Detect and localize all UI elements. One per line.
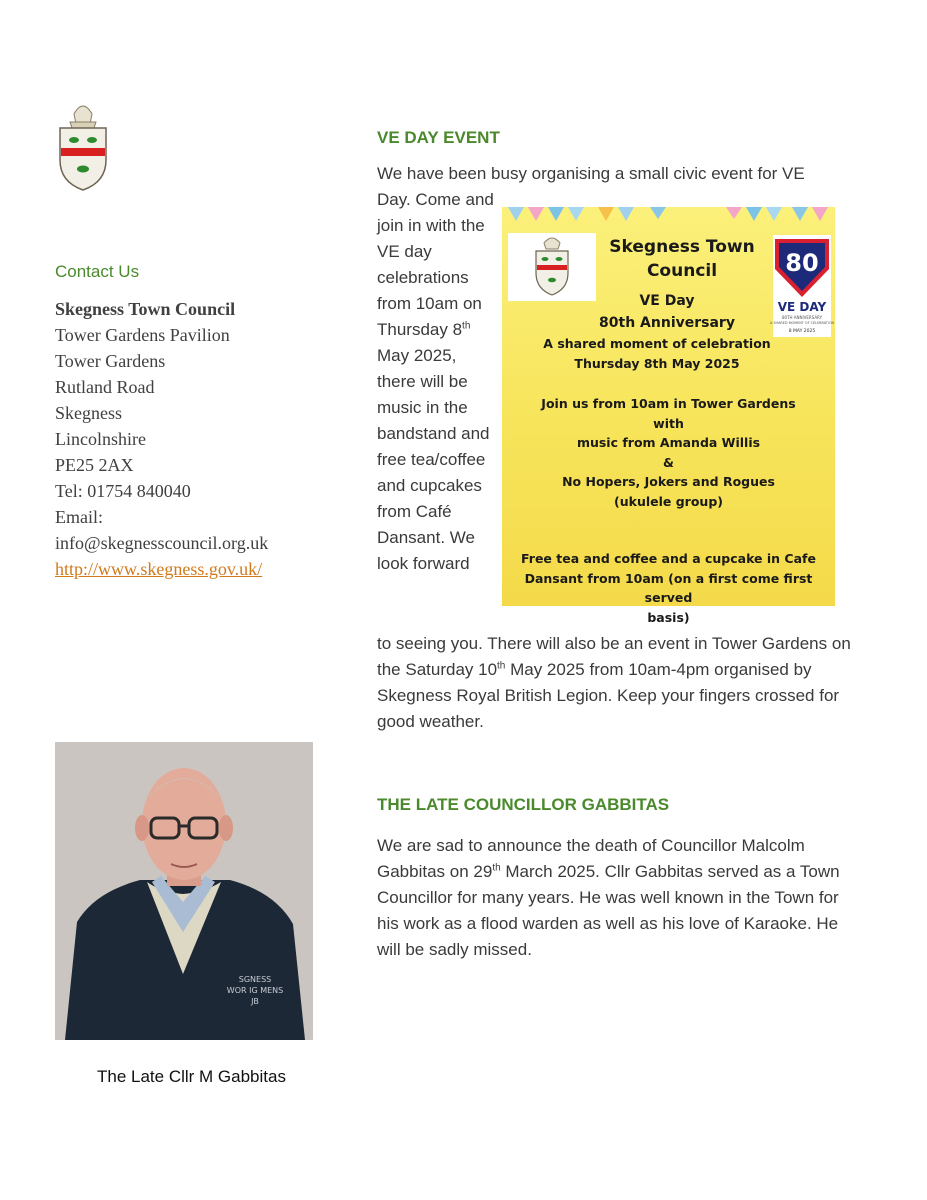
poster-anniversary: 80th Anniversary <box>599 315 735 331</box>
contact-address-block <box>55 296 345 582</box>
badge-80-text: 80 <box>785 249 819 277</box>
gabbitas-heading: THE LATE COUNCILLOR GABBITAS <box>377 795 670 814</box>
contact-email: info@skegnesscouncil.org.uk <box>55 533 269 553</box>
ve-day-continued-text <box>377 631 867 735</box>
poster-ve-day: VE Day <box>639 293 695 309</box>
poster-line: No Hopers, Jokers and Rogues <box>562 474 775 489</box>
jacket-text: JB <box>251 997 259 1006</box>
address-line: PE25 2AX <box>55 455 134 475</box>
badge-anniversary-text: 80TH ANNIVERSARY <box>781 315 823 320</box>
ve-text-part: May 2025 from 10am-4pm organised by Skegness Royal British Legion. Keep your fingers crossed for good weather. <box>377 660 840 731</box>
badge-ve-day-text: VE DAY <box>777 300 827 314</box>
council-crest-logo <box>52 98 114 194</box>
contact-email-label: Email: <box>55 507 103 527</box>
gabbitas-text <box>377 833 857 963</box>
poster-line: Join us from 10am in Tower Gardens <box>541 396 796 411</box>
poster-shared-moment <box>532 334 782 373</box>
poster-line: A shared moment of celebration <box>543 336 771 351</box>
poster-line: basis) <box>647 609 690 625</box>
poster-line: music from Amanda Willis <box>576 435 761 450</box>
jacket-text: WOR IG MENS <box>226 986 284 995</box>
ve-day-80-badge <box>769 235 835 337</box>
website-link[interactable]: http://www.skegness.gov.uk/ <box>55 559 263 579</box>
ve-text-part: May 2025, there will be music in the bandstand and free tea/coffee and cupcakes from Café Dansant. We look forward <box>377 346 490 573</box>
poster-line: Free tea and coffee and a cupcake in Cafe <box>521 551 816 566</box>
ve-day-intro-text: We have been busy organising a small civic event for VE <box>377 164 805 183</box>
bunting-decoration <box>502 207 835 227</box>
ve-day-poster <box>502 207 835 625</box>
ve-text-part: to seeing you. There will also be an event in Tower Gardens on the Saturday 10 <box>377 634 851 679</box>
poster-title-line: Skegness Town <box>609 237 755 257</box>
address-line: Skegness <box>55 403 122 423</box>
address-line: Tower Gardens Pavilion <box>55 325 230 345</box>
poster-subtitle <box>562 290 772 334</box>
poster-join-details <box>512 394 825 511</box>
contact-tel: Tel: 01754 840040 <box>55 481 191 501</box>
gabbitas-text-part: March 2025. Cllr Gabbitas served as a Town Councillor for many years. He was well known in the Town for his work as a flood warden as well as his love of Karaoke. He will be sadly missed. <box>377 862 840 959</box>
poster-title <box>592 235 772 283</box>
contact-heading: Contact Us <box>55 262 140 281</box>
poster-line: Dansant from 10am (on a first come first served <box>524 570 813 605</box>
address-line: Tower Gardens <box>55 351 166 371</box>
councillor-photo <box>55 742 313 1040</box>
ordinal-suffix: th <box>492 862 501 874</box>
badge-date-text: 8 MAY 2025 <box>788 329 816 334</box>
address-line: Lincolnshire <box>55 429 146 449</box>
gabbitas-text-part: We are sad to announce the death of Councillor Malcolm Gabbitas on 29 <box>377 836 805 881</box>
poster-free-refreshments <box>510 549 827 627</box>
jacket-text: SGNESS <box>238 975 272 984</box>
contact-org-name: Skegness Town Council <box>55 299 236 319</box>
poster-title-line: Council <box>646 261 718 281</box>
address-line: Rutland Road <box>55 377 155 397</box>
ve-day-heading: VE DAY EVENT <box>377 128 500 147</box>
ordinal-suffix: th <box>497 660 506 672</box>
poster-line: (ukulele group) <box>614 493 723 509</box>
ordinal-suffix: th <box>462 320 471 332</box>
poster-date: Thursday 8th May 2025 <box>574 355 740 371</box>
ve-text-part: Day. Come and join in with the VE day celebrations from 10am on Thursday 8 <box>377 190 494 339</box>
photo-caption: The Late Cllr M Gabbitas <box>97 1067 286 1086</box>
badge-tagline-text: A SHARED MOMENT OF CELEBRATION <box>769 321 835 325</box>
councillor-portrait-illustration <box>55 742 313 1040</box>
ve-day-narrow-text <box>377 187 495 577</box>
poster-line: with <box>653 415 684 431</box>
poster-line: & <box>663 454 674 470</box>
